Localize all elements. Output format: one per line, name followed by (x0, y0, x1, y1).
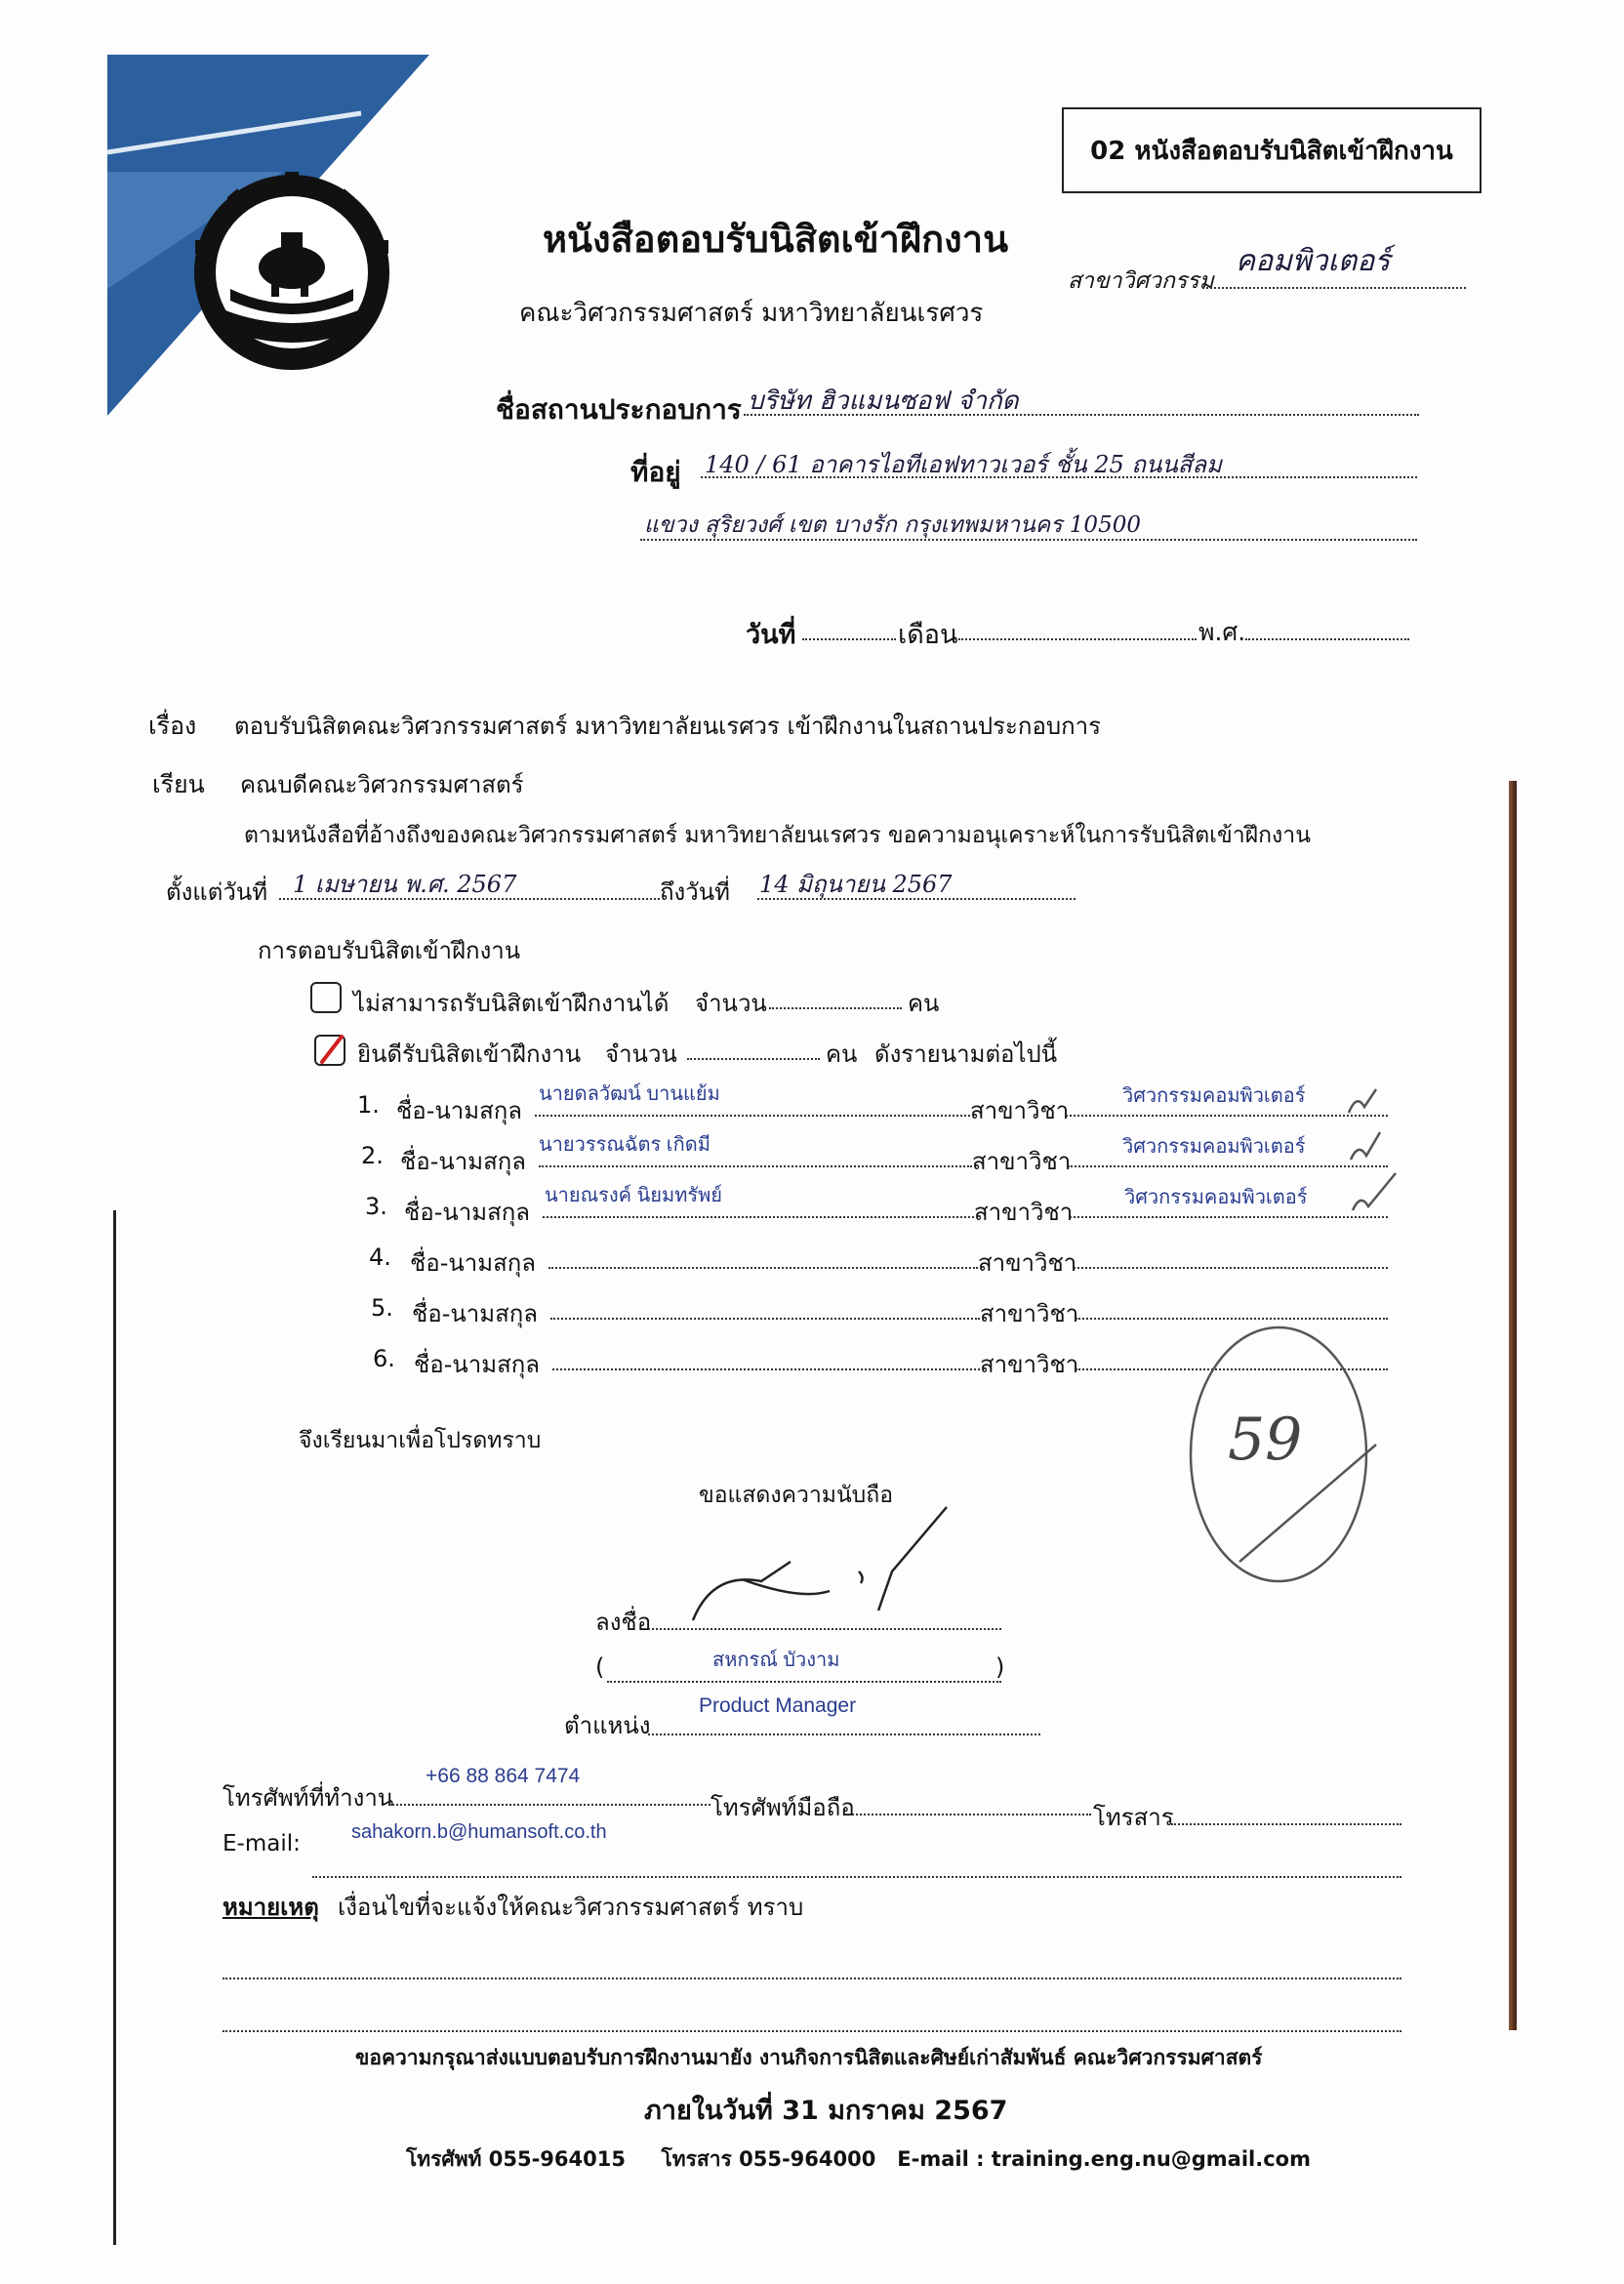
student-number: 2. (361, 1142, 384, 1169)
signer-name: สหกรณ์ บัวงาม (712, 1650, 840, 1671)
position-dots (648, 1733, 1040, 1735)
reject-count-dots (769, 1007, 902, 1009)
subject-label: เรื่อง (148, 712, 197, 740)
remark-label: หมายเหตุ (223, 1894, 319, 1921)
student-name-dots (550, 1318, 980, 1320)
student-name-label: ชื่อ-นามสกุล (412, 1300, 538, 1327)
paren-open: ( (595, 1653, 605, 1681)
reject-count-label: จำนวน (695, 990, 767, 1017)
student-major-label: สาขาวิชา (970, 1097, 1070, 1124)
student-major: วิศวกรรมคอมพิวเตอร์ (1122, 1085, 1306, 1107)
recipient-text: คณบดีคณะวิศวกรรมศาสตร์ (240, 771, 524, 798)
subject-text: ตอบรับนิสิตคณะวิศวกรรมศาสตร์ มหาวิทยาลัยนเรศวร เข้าฝึกงานในสถานประกอบการ (234, 713, 1102, 740)
student-name-dots (535, 1115, 970, 1117)
student-name-label: ชื่อ-นามสกุล (410, 1249, 536, 1277)
student-name-label: ชื่อ-นามสกุล (414, 1351, 540, 1378)
signature-drawing (683, 1503, 956, 1630)
student-major: วิศวกรรมคอมพิวเตอร์ (1124, 1187, 1308, 1208)
student-major-dots (1074, 1267, 1388, 1269)
date-month-label: เดือน (898, 620, 958, 650)
date-year-dots (1245, 638, 1409, 640)
footer-deadline: ภายในวันที่ 31 มกราคม 2567 (644, 2096, 1008, 2126)
reject-unit: คน (908, 990, 940, 1017)
student-number: 6. (373, 1345, 395, 1372)
student-major: วิศวกรรมคอมพิวเตอร์ (1122, 1136, 1306, 1158)
major-label: สาขาวิศวกรรม (1068, 268, 1214, 294)
paren-close: ) (995, 1653, 1005, 1681)
student-major-label: สาขาวิชา (972, 1148, 1072, 1175)
circled-mark-number: 59 (1228, 1406, 1303, 1474)
student-number: 3. (365, 1193, 387, 1220)
address-line2: แขวง สุริยวงศ์ เขต บางรัก กรุงเทพมหานคร 10500 (644, 512, 1141, 538)
body-paragraph: ตามหนังสือที่อ้างถึงของคณะวิศวกรรมศาสตร์ มหาวิทยาลัยนเรศวร ขอความอนุเคราะห์ในการรับนิสิตเข้าฝึกงาน (244, 823, 1311, 848)
period-to-value: 14 มิถุนายน 2567 (759, 871, 953, 898)
form-code-box (1062, 107, 1482, 193)
reject-option-label: ไม่สามารถรับนิสิตเข้าฝึกงานได้ (353, 990, 670, 1017)
handwritten-ticks (1337, 1083, 1415, 1230)
form-code: 02 หนังสือตอบรับนิสิตเข้าฝึกงาน (1090, 136, 1453, 166)
footer-instruction: ขอความกรุณาส่งแบบตอบรับการฝึกงานมายัง งานกิจการนิสิตและศิษย์เก่าสัมพันธ์ คณะวิศวกรรมศาสตร์ (355, 2046, 1263, 2069)
student-name-dots (548, 1267, 978, 1269)
fax-dots (1171, 1823, 1401, 1825)
student-name-dots (539, 1165, 972, 1167)
email-value: sahakorn.b@humansoft.co.th (351, 1821, 607, 1843)
recipient-label: เรียน (152, 770, 205, 798)
work-phone-label: โทรศัพท์ที่ทำงาน (223, 1784, 394, 1812)
checkmark-slash-icon (316, 1033, 347, 1066)
accept-option-label: ยินดีรับนิสิตเข้าฝึกงาน (357, 1040, 582, 1068)
student-name: นายดลวัฒน์ บานแย้ม (539, 1083, 720, 1105)
major-value: คอมพิวเตอร์ (1236, 244, 1391, 278)
faculty-name: คณะวิศวกรรมศาสตร์ มหาวิทยาลัยนเรศวร (519, 299, 984, 328)
scan-right-edge (1509, 781, 1517, 2030)
student-number: 4. (369, 1244, 391, 1271)
date-day-dots (802, 638, 896, 640)
work-phone-value: +66 88 864 7474 (426, 1765, 581, 1787)
student-number: 1. (357, 1091, 380, 1119)
student-name-label: ชื่อ-นามสกุล (396, 1097, 522, 1124)
footer-contact: โทรศัพท์ 055-964015 โทรสาร 055-964000 E-mail : training.eng.nu@gmail.com (406, 2147, 1311, 2171)
student-major-label: สาขาวิชา (980, 1351, 1079, 1378)
sign-label: ลงชื่อ (595, 1609, 652, 1636)
period-from-label: ตั้งแต่วันที่ (166, 878, 268, 906)
period-to-label: ถึงวันที่ (660, 878, 730, 906)
position-value: Product Manager (699, 1694, 857, 1717)
acceptance-heading: การตอบรับนิสิตเข้าฝึกงาน (258, 937, 521, 964)
period-from-value: 1 เมษายน พ.ศ. 2567 (293, 871, 517, 898)
regards-text: ขอแสดงความนับถือ (699, 1483, 894, 1508)
remark-dots-1 (223, 1978, 1401, 1979)
student-name: นายณรงค์ นิยมทรัพย์ (545, 1185, 723, 1206)
student-name-label: ชื่อ-นามสกุล (404, 1199, 530, 1226)
date-month-dots (958, 638, 1197, 640)
student-major-label: สาขาวิชา (980, 1300, 1079, 1327)
accept-count-dots (687, 1058, 820, 1060)
student-major-label: สาขาวิชา (978, 1249, 1077, 1277)
date-year-label: พ.ศ. (1198, 618, 1246, 646)
email-dots (312, 1876, 1401, 1878)
company-name-value: บริษัท ฮิวแมนซอฟ จำกัด (748, 387, 1019, 416)
accept-count-label: จำนวน (605, 1040, 677, 1068)
signer-name-dots (607, 1681, 1001, 1683)
student-major-label: สาขาวิชา (974, 1199, 1074, 1226)
student-name: นายวรรณฉัตร เกิดมี (539, 1134, 710, 1156)
mobile-phone-dots (849, 1814, 1091, 1815)
email-label: E-mail: (223, 1831, 301, 1856)
student-name-label: ชื่อ-นามสกุล (400, 1148, 526, 1175)
address-line1: 140 / 61 อาคารไอทีเอฟทาวเวอร์ ชั้น 25 ถนนสีลม (705, 451, 1222, 478)
mobile-phone-label: โทรศัพท์มือถือ (710, 1794, 855, 1821)
closing-text: จึงเรียนมาเพื่อโปรดทราบ (299, 1428, 542, 1453)
position-label: ตำแหน่ง (564, 1712, 651, 1739)
major-dots (1202, 287, 1466, 289)
student-name-dots (552, 1368, 980, 1370)
student-number: 5. (371, 1294, 393, 1322)
university-seal-logo (191, 172, 392, 373)
date-day-label: วันที่ (746, 620, 796, 650)
reject-checkbox[interactable] (310, 982, 342, 1013)
address-label: ที่อยู่ (630, 456, 681, 488)
company-name-label: ชื่อสถานประกอบการ (496, 393, 742, 426)
student-name-dots (543, 1216, 974, 1218)
remark-text: เงื่อนไขที่จะแจ้งให้คณะวิศวกรรมศาสตร์ ทราบ (338, 1894, 804, 1921)
accept-unit: คน (826, 1040, 858, 1068)
fax-label: โทรสาร (1093, 1804, 1174, 1831)
work-phone-dots (388, 1804, 710, 1806)
page-title: หนังสือตอบรับนิสิตเข้าฝึกงาน (543, 218, 1009, 261)
list-intro: ดังรายนามต่อไปนี้ (874, 1040, 1058, 1068)
remark-dots-2 (223, 2030, 1401, 2032)
scan-left-edge (113, 1210, 116, 2245)
sign-dots (648, 1628, 1001, 1630)
